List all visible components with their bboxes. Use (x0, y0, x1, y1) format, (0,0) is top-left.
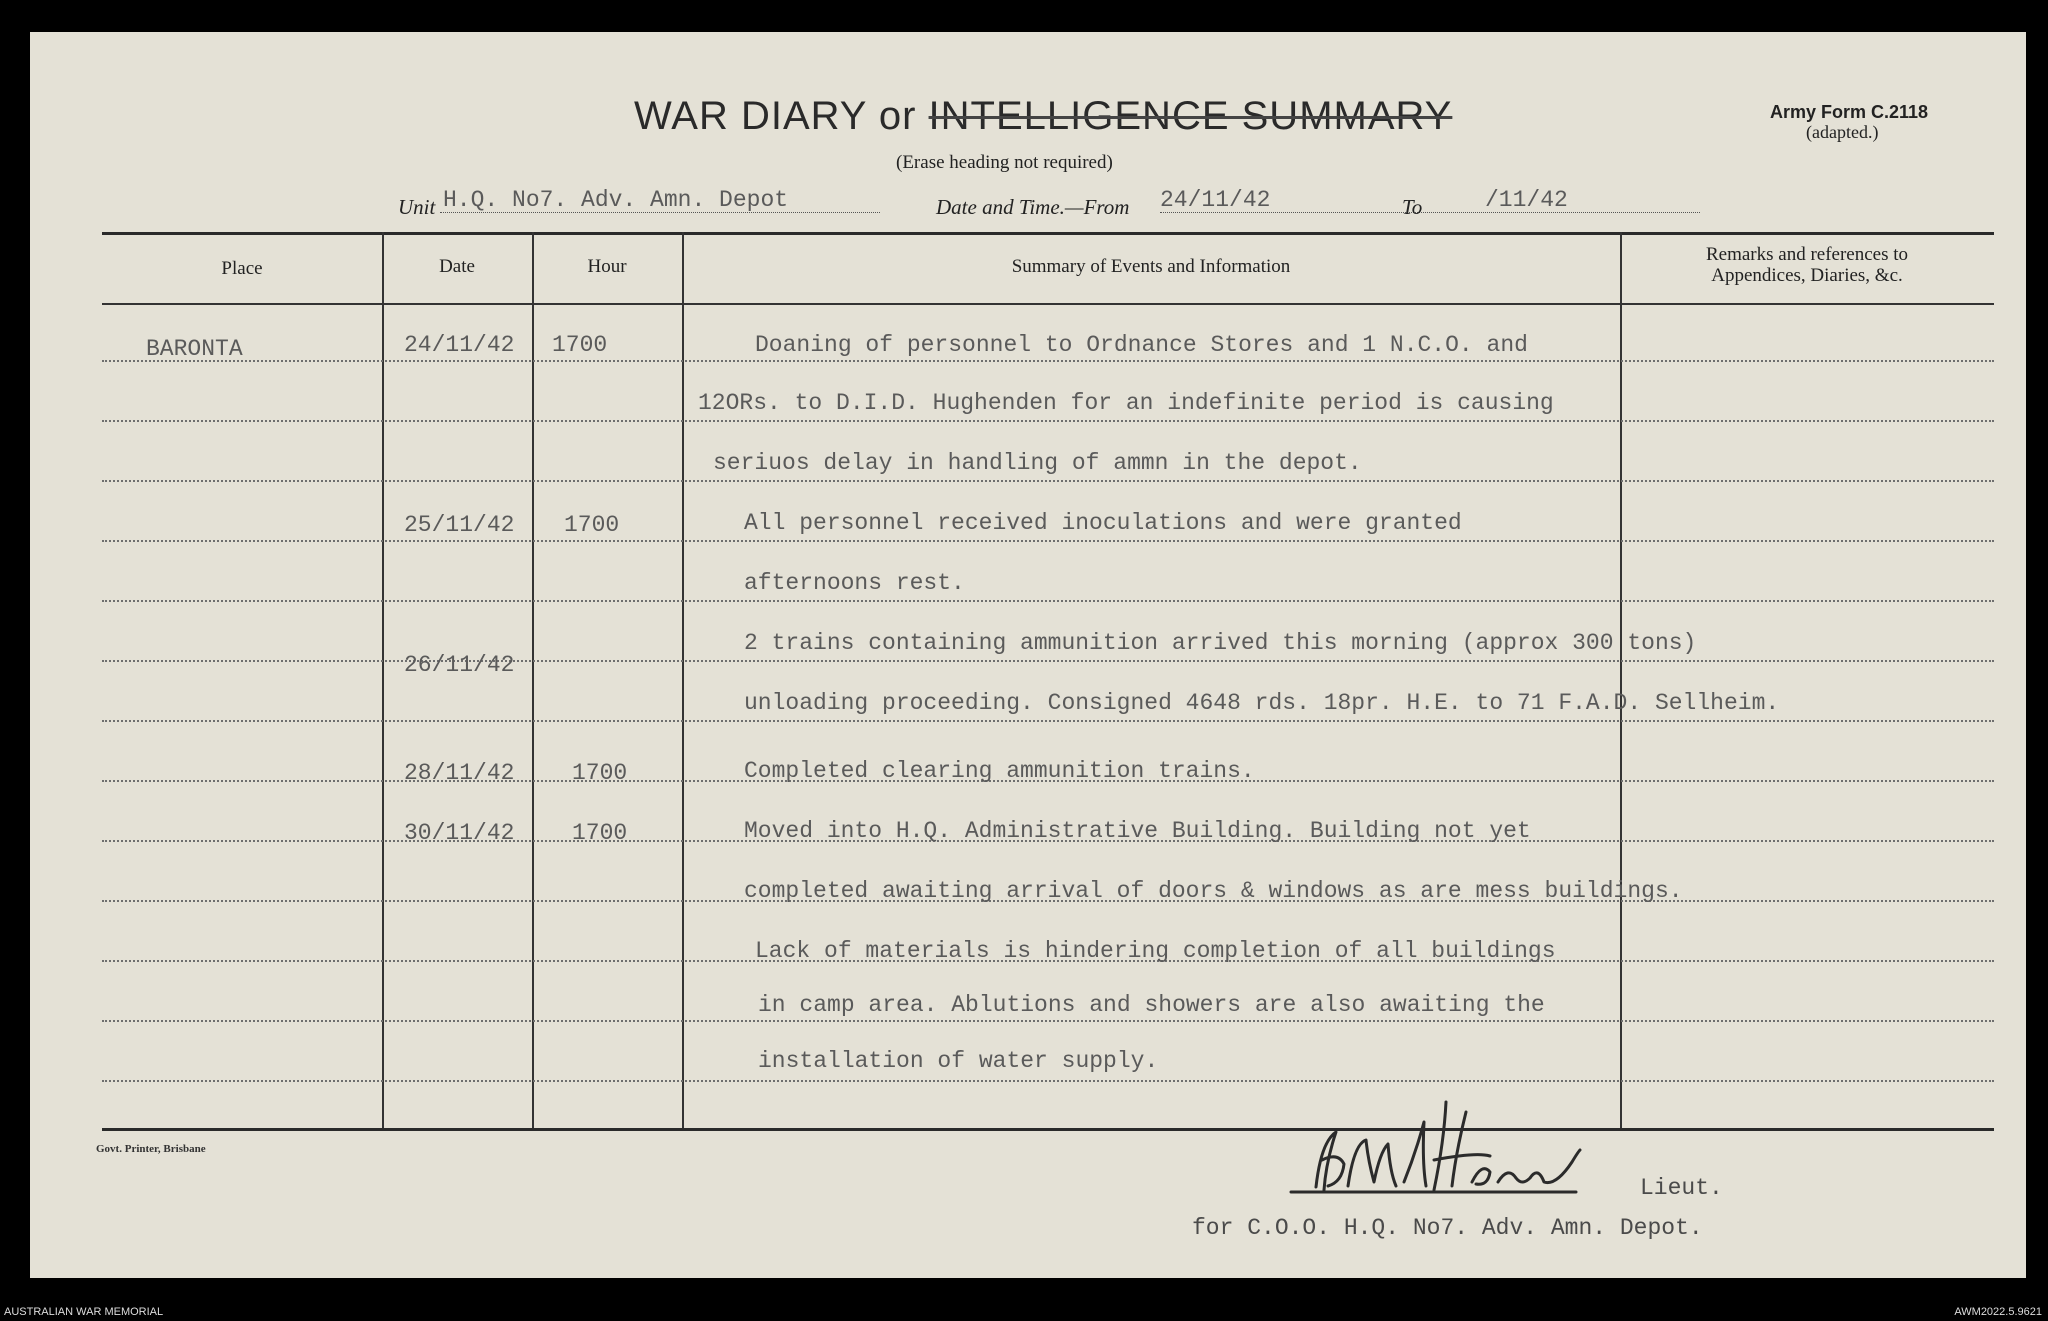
summary-line: installation of water supply. (758, 1048, 1159, 1074)
rule-line (102, 660, 1994, 662)
signatory-rank: Lieut. (1640, 1175, 1723, 1201)
table-bottom-border (102, 1128, 1994, 1131)
rule-line (102, 360, 1994, 362)
summary-line: Completed clearing ammunition trains. (744, 758, 1255, 784)
date-time-label: Date and Time.—From (936, 195, 1130, 219)
table-header-border (102, 303, 1994, 305)
date-entry: 30/11/42 (404, 820, 515, 846)
form-adapted-note: (adapted.) (1806, 122, 1879, 142)
date-entry: 25/11/42 (404, 512, 515, 538)
summary-line: Lack of materials is hindering completion of all buildings (755, 938, 1556, 964)
unit-value: H.Q. No7. Adv. Amn. Depot (443, 187, 789, 213)
archive-caption: AUSTRALIAN WAR MEMORIAL (4, 1306, 164, 1318)
date-to-value: /11/42 (1485, 187, 1568, 213)
title-struck-intelligence-summary: INTELLIGENCE SUMMARY (928, 94, 1453, 138)
hour-entry: 1700 (572, 820, 628, 846)
rule-line (102, 600, 1994, 602)
rule-line (102, 480, 1994, 482)
summary-line: seriuos delay in handling of ammn in the depot. (713, 450, 1362, 476)
table-top-border (102, 232, 1994, 235)
form-number: Army Form C.2118 (1770, 102, 1929, 122)
unit-underline (440, 212, 880, 213)
column-divider-date (532, 232, 534, 1128)
summary-line: afternoons rest. (744, 570, 965, 596)
column-header-place: Place (221, 258, 263, 279)
hour-entry: 1700 (572, 760, 628, 786)
rule-line (102, 420, 1994, 422)
column-header-remarks-line2: Appendices, Diaries, &c. (1711, 265, 1903, 286)
summary-line: unloading proceeding. Consigned 4648 rds. 18pr. H.E. to 71 F.A.D. Sellheim. (744, 690, 1780, 716)
heading-note: (Erase heading not required) (896, 152, 1113, 173)
column-header-remarks-line1: Remarks and references to (1705, 244, 1909, 265)
hour-entry: 1700 (564, 512, 620, 538)
summary-line: in camp area. Ablutions and showers are also awaiting the (758, 992, 1545, 1018)
printer-note: Govt. Printer, Brisbane (96, 1143, 206, 1155)
title-war-diary: WAR DIARY or (634, 94, 929, 138)
hour-entry: 1700 (552, 332, 608, 358)
to-label: To (1402, 195, 1423, 219)
unit-label: Unit (398, 195, 436, 219)
date-entry: 26/11/42 (404, 652, 515, 678)
column-header-summary: Summary of Events and Information (1011, 256, 1291, 277)
column-divider-summary (1620, 232, 1622, 1128)
rule-line (102, 540, 1994, 542)
summary-line: completed awaiting arrival of doors & windows as are mess buildings. (744, 878, 1683, 904)
rule-line (102, 720, 1994, 722)
summary-line: 2 trains containing ammunition arrived this morning (approx 300 tons) (744, 630, 1697, 656)
rule-line (102, 1080, 1994, 1082)
column-divider-place (382, 232, 384, 1128)
date-entry: 24/11/42 (404, 332, 515, 358)
document-page (30, 32, 2026, 1278)
date-underline (1160, 212, 1700, 213)
handwritten-signature (1276, 1082, 1616, 1212)
rule-line (102, 1020, 1994, 1022)
accession-number: AWM2022.5.9621 (1954, 1306, 2042, 1318)
date-entry: 28/11/42 (404, 760, 515, 786)
summary-line: All personnel received inoculations and were granted (744, 510, 1462, 536)
date-from-value: 24/11/42 (1160, 187, 1271, 213)
summary-line: 12ORs. to D.I.D. Hughenden for an indefinite period is causing (698, 390, 1554, 416)
column-header-hour: Hour (587, 256, 627, 277)
column-header-date: Date (439, 256, 475, 277)
summary-line: Doaning of personnel to Ordnance Stores and 1 N.C.O. and (755, 332, 1528, 358)
document-title (634, 94, 1452, 139)
column-divider-hour (682, 232, 684, 1128)
signatory-unit-line: for C.O.O. H.Q. No7. Adv. Amn. Depot. (1192, 1215, 1703, 1241)
summary-line: Moved into H.Q. Administrative Building. Building not yet (744, 818, 1531, 844)
place-entry: BARONTA (146, 336, 243, 362)
